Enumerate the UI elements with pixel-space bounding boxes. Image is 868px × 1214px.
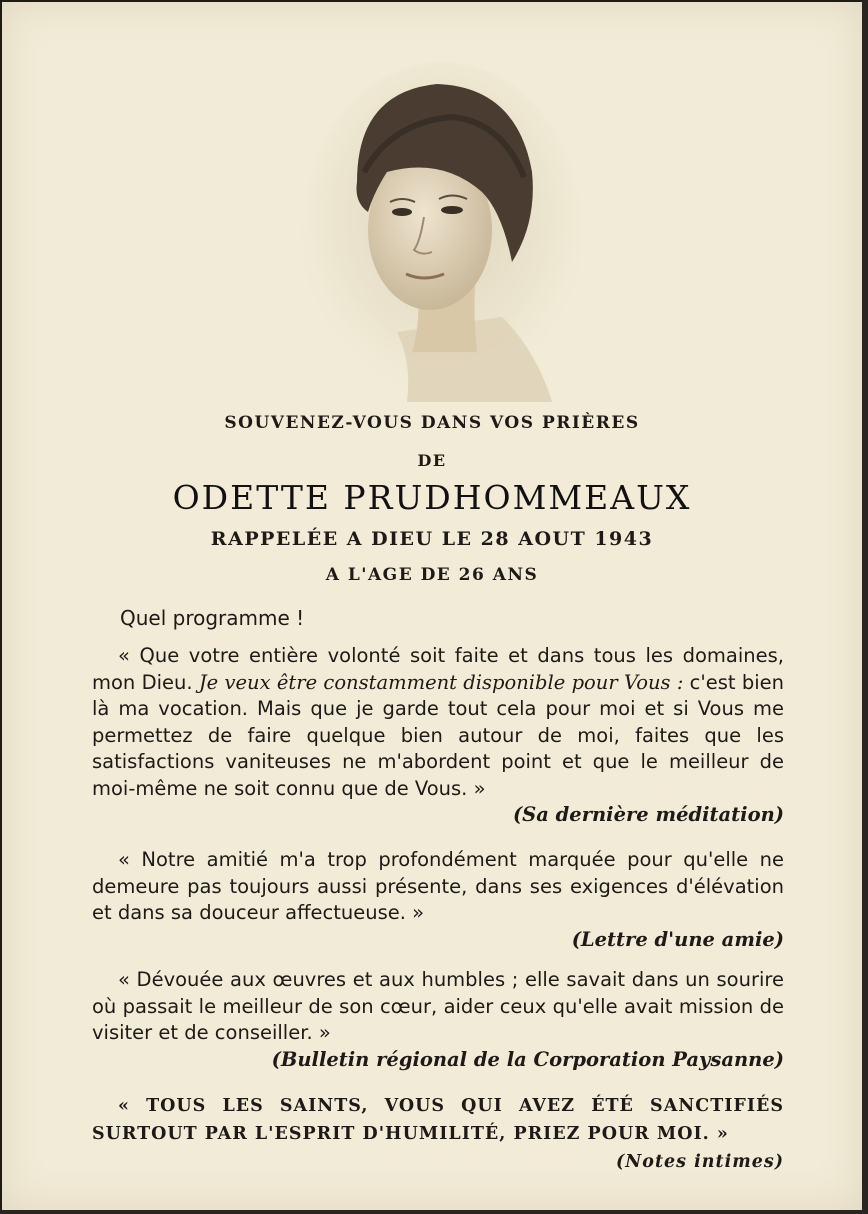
age-line: A L'AGE DE 26 ANS (325, 565, 539, 585)
portrait-image (302, 62, 582, 402)
portrait-photo (302, 62, 582, 402)
quote-friend-letter (92, 847, 784, 953)
quote-4-source: (Notes intimes) (616, 1152, 784, 1172)
quote-1-rest: c'est bien là ma vocation. Mais que je garde tout cela pour moi et si Vous me permettez de faire quelque bien autour de moi, faites que les satisfactions vaniteuses ne m'abordent point et que le meilleur de moi-même ne soit connu que de Vous. » (92, 670, 785, 800)
quote-1-source: (Sa dernière méditation) (512, 803, 784, 826)
quote-1-italic: Je veux être constamment disponible pour Vous : (198, 670, 684, 694)
quote-4-text: « TOUS LES SAINTS, VOUS QUI AVEZ ÉTÉ SANCTIFIÉS SURTOUT PAR L'ESPRIT D'HUMILITÉ, PRIEZ POUR MOI. » (92, 1096, 784, 1144)
memorial-card (2, 2, 862, 1210)
quote-3-text: « Dévouée aux œuvres et aux humbles ; elle savait dans un sourire où passait le meilleur de son cœur, aider ceux qu'elle avait mission de visiter et de conseiller. » (92, 968, 784, 1044)
quote-1-open: « Que votre entière volonté soit faite et dans tous les domaines, mon Dieu. (92, 644, 784, 694)
scan-edge-bottom (0, 1210, 868, 1214)
quote-bulletin (92, 967, 784, 1073)
quote-2-text: « Notre amitié m'a trop profondément marquée pour qu'elle ne demeure pas toujours aussi présente, dans ses exigences d'élévation et dans sa douceur affectueuse. » (92, 848, 784, 924)
quote-notes-intimes (92, 1092, 784, 1176)
quote-2-source: (Lettre d'une amie) (571, 927, 784, 951)
quote-meditation (92, 643, 784, 829)
quote-3-source: (Bulletin régional de la Corporation Paysanne) (271, 1047, 784, 1071)
de-line: DE (417, 451, 447, 470)
deceased-name: ODETTE PRUDHOMMEAUX (172, 478, 692, 517)
death-date-line: RAPPELÉE A DIEU LE 28 AOUT 1943 (210, 528, 654, 550)
scan-edge-right (862, 0, 868, 1214)
intro-text: Quel programme ! (120, 606, 305, 630)
remember-heading: SOUVENEZ-VOUS DANS VOS PRIÈRES (224, 413, 640, 433)
